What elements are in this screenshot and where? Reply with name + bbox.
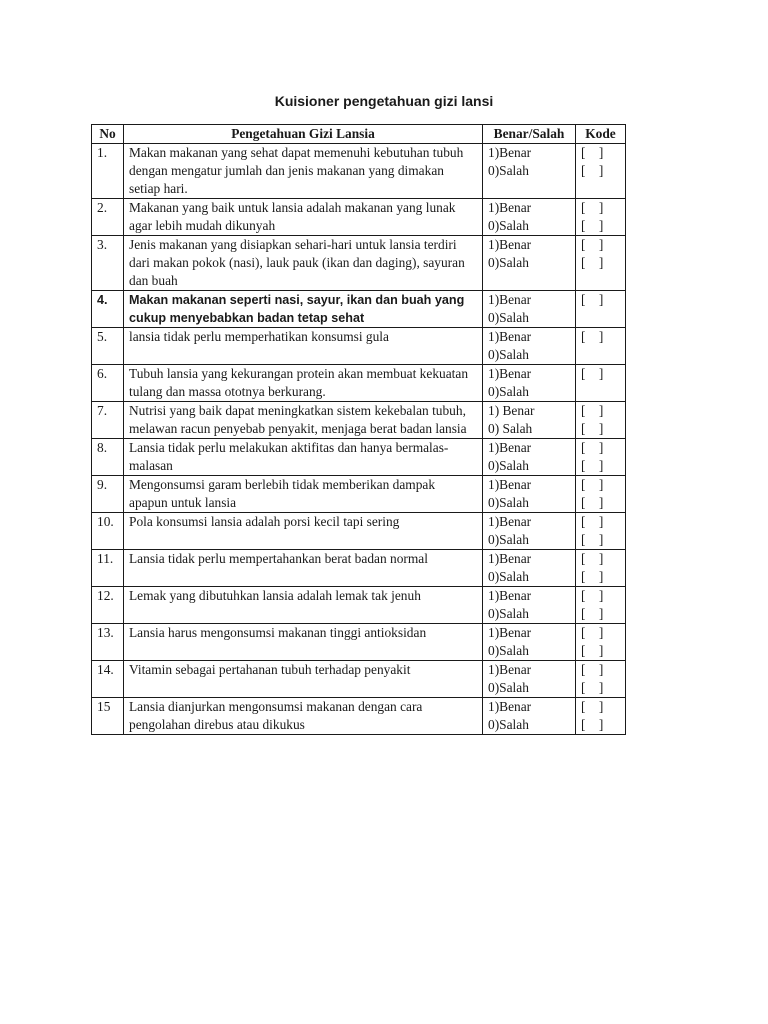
header-question: Pengetahuan Gizi Lansia — [124, 125, 483, 144]
answer-options — [483, 439, 576, 476]
option-benar: 1)Benar — [488, 662, 532, 677]
option-salah: 0)Salah — [488, 643, 529, 658]
row-number: 7. — [92, 402, 124, 439]
option-benar: 1)Benar — [488, 366, 532, 381]
question-text: Jenis makanan yang disiapkan sehari-hari untuk lansia terdiri dari makan pokok (nasi), lauk pauk (ikan dan daging), sayuran dan buah — [124, 236, 483, 291]
question-text: Makan makanan seperti nasi, sayur, ikan dan buah yang cukup menyebabkan badan tetap sehat — [124, 291, 483, 328]
question-text: Nutrisi yang baik dapat meningkatkan sistem kekebalan tubuh, melawan racun penyebab penyakit, menjaga berat badan lansia — [124, 402, 483, 439]
answer-options — [483, 365, 576, 402]
table-row — [92, 144, 626, 199]
row-number: 14. — [92, 661, 124, 698]
table-row — [92, 291, 626, 328]
answer-options — [483, 661, 576, 698]
row-number: 15 — [92, 698, 124, 735]
questionnaire-table — [91, 124, 626, 735]
option-salah: 0) Salah — [488, 421, 533, 436]
table-row — [92, 624, 626, 661]
code-box[interactable]: [ ] — [581, 458, 604, 473]
row-number: 13. — [92, 624, 124, 661]
option-benar: 1)Benar — [488, 625, 532, 640]
code-boxes — [576, 144, 626, 199]
code-box[interactable]: [ ] — [581, 569, 604, 584]
code-box[interactable]: [ ] — [581, 532, 604, 547]
code-boxes — [576, 624, 626, 661]
code-boxes — [576, 328, 626, 365]
code-box[interactable]: [ ] — [581, 292, 604, 307]
answer-options — [483, 402, 576, 439]
answer-options — [483, 476, 576, 513]
option-salah: 0)Salah — [488, 458, 529, 473]
code-box[interactable]: [ ] — [581, 717, 604, 732]
question-text: Pola konsumsi lansia adalah porsi kecil tapi sering — [124, 513, 483, 550]
option-benar: 1)Benar — [488, 329, 532, 344]
code-box[interactable]: [ ] — [581, 662, 604, 677]
document-title: Kuisioner pengetahuan gizi lansi — [274, 93, 494, 109]
code-box[interactable]: [ ] — [581, 495, 604, 510]
option-salah: 0)Salah — [488, 255, 529, 270]
option-benar: 1)Benar — [488, 292, 532, 307]
code-box[interactable]: [ ] — [581, 421, 604, 436]
code-boxes — [576, 550, 626, 587]
row-number: 4. — [92, 291, 124, 328]
option-benar: 1)Benar — [488, 200, 532, 215]
option-salah: 0)Salah — [488, 569, 529, 584]
table-row — [92, 513, 626, 550]
code-box[interactable]: [ ] — [581, 514, 604, 529]
option-benar: 1) Benar — [488, 403, 535, 418]
row-number: 8. — [92, 439, 124, 476]
table-row — [92, 550, 626, 587]
option-benar: 1)Benar — [488, 699, 532, 714]
row-number: 5. — [92, 328, 124, 365]
code-box[interactable]: [ ] — [581, 163, 604, 178]
question-text: Lansia harus mengonsumsi makanan tinggi antioksidan — [124, 624, 483, 661]
code-box[interactable]: [ ] — [581, 145, 604, 160]
row-number: 10. — [92, 513, 124, 550]
code-box[interactable]: [ ] — [581, 551, 604, 566]
row-number: 11. — [92, 550, 124, 587]
option-benar: 1)Benar — [488, 237, 532, 252]
code-box[interactable]: [ ] — [581, 477, 604, 492]
question-text: Makanan yang baik untuk lansia adalah makanan yang lunak agar lebih mudah dikunyah — [124, 199, 483, 236]
question-text: Lansia tidak perlu mempertahankan berat badan normal — [124, 550, 483, 587]
row-number: 2. — [92, 199, 124, 236]
question-text: Lemak yang dibutuhkan lansia adalah lemak tak jenuh — [124, 587, 483, 624]
table-row — [92, 698, 626, 735]
code-boxes — [576, 587, 626, 624]
option-benar: 1)Benar — [488, 440, 532, 455]
table-row — [92, 439, 626, 476]
question-text: Lansia tidak perlu melakukan aktifitas dan hanya bermalas-malasan — [124, 439, 483, 476]
option-benar: 1)Benar — [488, 551, 532, 566]
question-text: Mengonsumsi garam berlebih tidak memberikan dampak apapun untuk lansia — [124, 476, 483, 513]
option-salah: 0)Salah — [488, 680, 529, 695]
table-row — [92, 365, 626, 402]
code-box[interactable]: [ ] — [581, 329, 604, 344]
table-row — [92, 236, 626, 291]
answer-options — [483, 199, 576, 236]
answer-options — [483, 291, 576, 328]
code-box[interactable]: [ ] — [581, 403, 604, 418]
option-benar: 1)Benar — [488, 514, 532, 529]
code-box[interactable]: [ ] — [581, 680, 604, 695]
option-salah: 0)Salah — [488, 717, 529, 732]
code-box[interactable]: [ ] — [581, 643, 604, 658]
code-box[interactable]: [ ] — [581, 699, 604, 714]
option-salah: 0)Salah — [488, 532, 529, 547]
code-box[interactable]: [ ] — [581, 440, 604, 455]
code-box[interactable]: [ ] — [581, 606, 604, 621]
table-row — [92, 587, 626, 624]
table-row — [92, 661, 626, 698]
answer-options — [483, 513, 576, 550]
answer-options — [483, 144, 576, 199]
table-row — [92, 476, 626, 513]
code-boxes — [576, 476, 626, 513]
code-boxes — [576, 365, 626, 402]
table-row — [92, 328, 626, 365]
question-text: Lansia dianjurkan mengonsumsi makanan dengan cara pengolahan direbus atau dikukus — [124, 698, 483, 735]
code-boxes — [576, 439, 626, 476]
code-box[interactable]: [ ] — [581, 255, 604, 270]
answer-options — [483, 550, 576, 587]
question-text: lansia tidak perlu memperhatikan konsumsi gula — [124, 328, 483, 365]
option-salah: 0)Salah — [488, 310, 529, 325]
question-text: Tubuh lansia yang kekurangan protein akan membuat kekuatan tulang dan massa ototnya berkurang. — [124, 365, 483, 402]
header-code: Kode — [576, 125, 626, 144]
table-row — [92, 402, 626, 439]
code-box[interactable]: [ ] — [581, 625, 604, 640]
answer-options — [483, 587, 576, 624]
option-salah: 0)Salah — [488, 218, 529, 233]
code-box[interactable]: [ ] — [581, 218, 604, 233]
row-number: 12. — [92, 587, 124, 624]
option-benar: 1)Benar — [488, 477, 532, 492]
code-box[interactable]: [ ] — [581, 588, 604, 603]
question-text: Makan makanan yang sehat dapat memenuhi kebutuhan tubuh dengan mengatur jumlah dan jenis makanan yang dimakan setiap hari. — [124, 144, 483, 199]
option-salah: 0)Salah — [488, 163, 529, 178]
row-number: 3. — [92, 236, 124, 291]
table-header-row — [92, 125, 626, 144]
row-number: 6. — [92, 365, 124, 402]
code-box[interactable]: [ ] — [581, 366, 604, 381]
option-salah: 0)Salah — [488, 384, 529, 399]
code-box[interactable]: [ ] — [581, 237, 604, 252]
question-text: Vitamin sebagai pertahanan tubuh terhadap penyakit — [124, 661, 483, 698]
answer-options — [483, 698, 576, 735]
table-row — [92, 199, 626, 236]
row-number: 9. — [92, 476, 124, 513]
code-boxes — [576, 291, 626, 328]
code-boxes — [576, 402, 626, 439]
code-boxes — [576, 513, 626, 550]
answer-options — [483, 328, 576, 365]
answer-options — [483, 624, 576, 661]
answer-options — [483, 236, 576, 291]
code-box[interactable]: [ ] — [581, 200, 604, 215]
code-boxes — [576, 199, 626, 236]
option-salah: 0)Salah — [488, 606, 529, 621]
code-boxes — [576, 661, 626, 698]
code-boxes — [576, 698, 626, 735]
code-boxes — [576, 236, 626, 291]
row-number: 1. — [92, 144, 124, 199]
option-salah: 0)Salah — [488, 495, 529, 510]
option-salah: 0)Salah — [488, 347, 529, 362]
header-no: No — [92, 125, 124, 144]
header-answer: Benar/Salah — [483, 125, 576, 144]
option-benar: 1)Benar — [488, 145, 532, 160]
option-benar: 1)Benar — [488, 588, 532, 603]
